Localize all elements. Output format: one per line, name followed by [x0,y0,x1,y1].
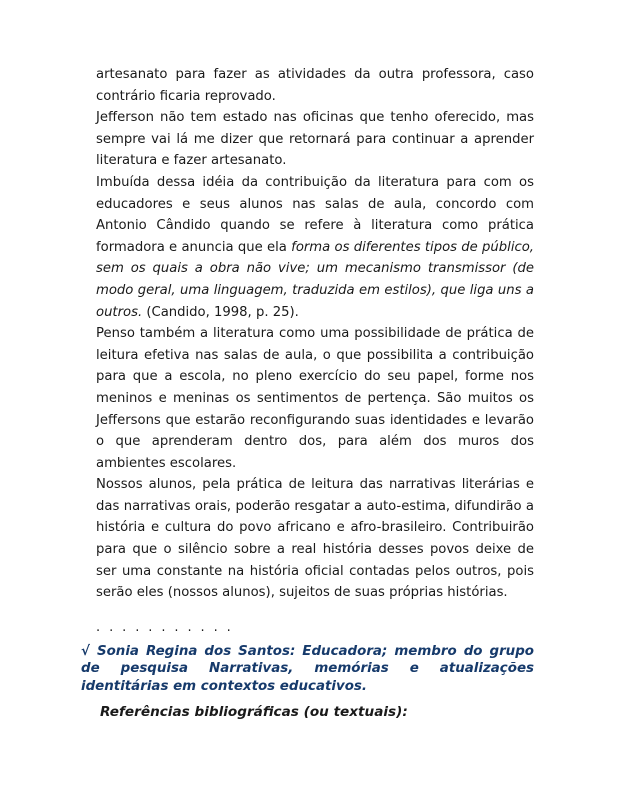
separator-dots: . . . . . . . . . . . [96,620,234,635]
paragraph-5: Nossos alunos, pela prática de leitura das narrativas literárias e das narrativas orais, poderão resgatar a auto-estima, difundirão a história e cultura do povo africano e afro-brasileiro. Contribuirão para que o silêncio sobre a real história desses povos deixe de ser uma constante na história oficial contadas pelos outros, pois serão eles (nossos alunos), sujeitos de suas próprias histórias. [96,477,534,601]
paragraph-3: Imbuída dessa idéia da contribuição da literatura para com os educadores e seus alunos nas salas de aula, concordo com Antonio Cândido quando se refere à literatura como prática formadora e anuncia que ela forma os diferentes tipos de público, sem os quais a obra não vive; um mecanismo transmissor (de modo geral, uma linguagem, traduzida em estilos), que liga uns a outros. (Candido, 1998, p. 25). [96,174,534,320]
paragraph-4: Penso também a literatura como uma possibilidade de prática de leitura efetiva nas salas de aula, o que possibilita a contribuição para que a escola, no pleno exercício do seu papel, forme nos meninos e meninas os sentimentos de pertença. São muitos os Jeffersons que estarão reconfigurando suas identidades e levarão o que aprenderam dentro dos, para além dos muros dos ambientes escolares. [96,326,534,471]
paragraph-1: artesanato para fazer as atividades da outra professora, caso contrário ficaria reprovado. [96,67,534,104]
paragraph-2: Jefferson não tem estado nas oficinas que tenho oferecido, mas sempre vai lá me dizer que retornará para continuar a aprender literatura e fazer artesanato. [96,110,534,169]
author-note-text: Sonia Regina dos Santos: Educadora; membro do grupo de pesquisa Narrativas, memórias e atualizações identitárias em contextos educativos. [81,644,534,694]
body-text [96,64,534,604]
checkmark-icon: √ [81,644,90,659]
references-heading: Referências bibliográficas (ou textuais): [100,704,408,720]
quotation: forma os diferentes tipos de público, sem os quais a obra não vive; um mecanismo transmissor (de modo geral, uma linguagem, traduzida em estilos), que liga uns a outros. [96,239,534,320]
author-note [81,643,534,695]
